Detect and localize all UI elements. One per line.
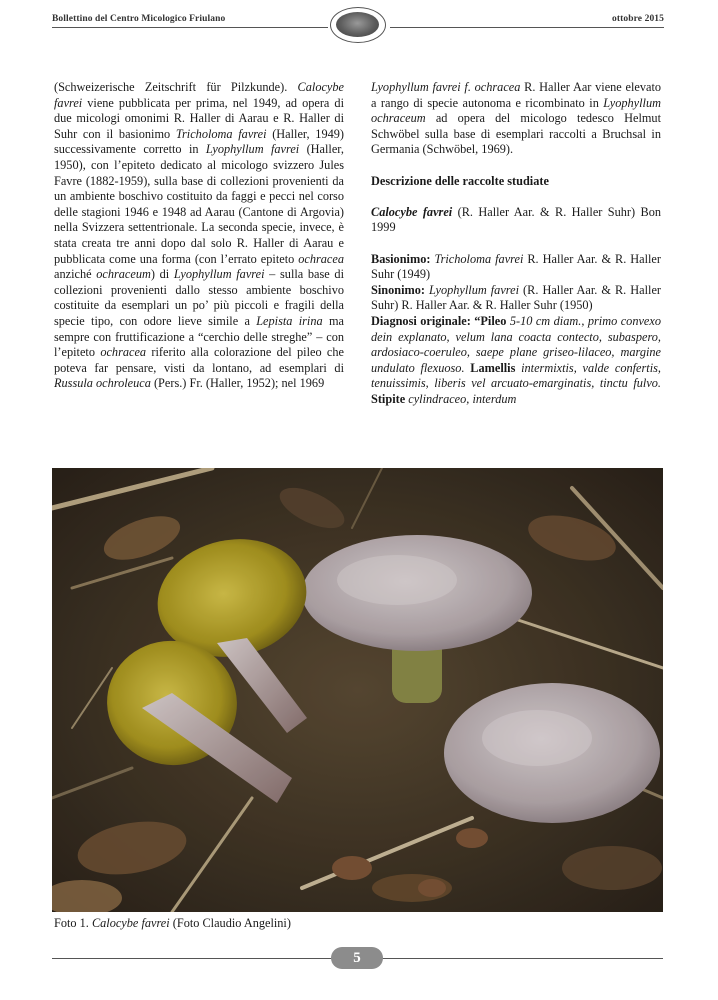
- synonym-line: [371, 283, 661, 314]
- text-run: Lyophyllum ochraceum: [371, 95, 661, 126]
- text-run: cylindraceo, interdum: [405, 391, 517, 406]
- text-run: – sulla base di collezioni provenienti dallo stesso ambiente boschivo costituite da esemplari un po’ più piccoli e fragili della specie tipo, con odore lieve simile a: [54, 267, 344, 328]
- page-number: 5: [331, 947, 383, 969]
- text-run: (Haller, 1950), con l’epiteto dedicato al micologo svizzero Jules Favre (1882-1959), sulla base di collezioni provenienti da un ambiente boschivo costituito da faggi e pecci nel corso delle stagioni 1946 e 1948 ad Aarau (Cantone di Argovia) nella Svizzera settentrionale. La seconda specie, invece, è stata creata tre anni dopo dal solo R. Haller di Aarau e pubblicata come una forma (con l’errato epiteto: [54, 142, 344, 266]
- header-rule-right: [390, 27, 664, 28]
- text-run: Lyophyllum favrei: [173, 267, 265, 282]
- text-run: Lepista irina: [256, 313, 323, 328]
- text-run: (Pers.) Fr. (Haller, 1952); nel 1969: [150, 376, 325, 391]
- species-name-line: [371, 205, 661, 236]
- caption-credit: (Foto Claudio Angelini): [169, 916, 291, 930]
- issue-date: ottobre 2015: [612, 14, 664, 24]
- text-run: Russula ochroleuca: [54, 376, 151, 391]
- text-run: Lyophyllum favrei: [205, 142, 300, 157]
- photo-caption: [54, 916, 291, 931]
- text-run: Basionimo:: [371, 251, 435, 266]
- caption-prefix: Foto 1.: [54, 916, 92, 930]
- text-run: ma sempre con fruttificazione a “cerchio delle streghe” – con l’epiteto: [54, 313, 344, 360]
- original-diagnosis: [371, 314, 661, 408]
- caption-species: Calocybe favrei: [91, 916, 170, 930]
- text-run: Diagnosi originale: “: [371, 313, 481, 328]
- body-paragraph: [371, 80, 661, 158]
- text-run: Stipite: [371, 391, 406, 406]
- text-run: riferito alla colorazione del pileo che poteva far pensare, visti da lontano, ad esemplari di: [54, 345, 344, 375]
- mushroom-photo: [52, 468, 663, 912]
- text-run: (R. Haller Aar. & R. Haller Suhr) Bon 1999: [371, 204, 662, 235]
- text-run: ) di: [150, 267, 174, 282]
- text-run: R. Haller Aar viene elevato a rango di specie autonoma e ricombinato in: [371, 80, 662, 110]
- basionym-line: [371, 252, 661, 283]
- text-run: intermixtis, valde confertis, tenuissimis, liberis vel arcuato-emarginatis, tinctu fulvo.: [371, 360, 661, 391]
- body-paragraph: [54, 80, 344, 392]
- text-run: ochraceum: [96, 267, 151, 282]
- text-run: Tricholoma favrei: [434, 251, 524, 266]
- text-run: 5-10 cm diam., primo convexo dein explanato, velum lana coacta contecto, subaspero, ardosiaco-coeruleo, saepe plane griseo-lilaceo, margine undulato flexuoso.: [371, 313, 661, 375]
- text-run: Lyophyllum favrei f. ochracea: [371, 80, 521, 94]
- journal-title: Bollettino del Centro Micologico Friulano: [52, 14, 226, 24]
- text-run: viene pubblicata per prima, nel 1949, ad opera di due micologi omonimi R. Haller di Aarau e R. Haller di Suhr con il basionimo: [54, 95, 344, 141]
- text-run: Calocybe favrei: [54, 80, 344, 110]
- article-column-left: [54, 80, 344, 392]
- text-run: Calocybe favrei: [371, 204, 453, 219]
- text-run: ochracea: [298, 251, 344, 266]
- text-run: ad opera del micologo tedesco Helmut Schwöbel sulla base di esemplari raccolti a Bruchsal in Germania (Schwöbel, 1969).: [371, 111, 661, 157]
- text-run: (Haller, 1949) successivamente corretto in: [54, 126, 344, 157]
- text-run: (Schweizerische Zeitschrift für Pilzkunde).: [54, 80, 298, 94]
- text-run: Lamellis: [470, 360, 516, 375]
- text-run: (R. Haller Aar. & R. Haller Suhr) R. Haller Aar. & R. Haller Suhr (1950): [371, 282, 662, 313]
- article-column-right: [371, 80, 661, 407]
- text-run: R. Haller Aar. & R. Haller Suhr (1949): [371, 251, 661, 282]
- header-rule-left: [52, 27, 328, 28]
- text-run: ochracea: [100, 345, 147, 360]
- section-heading: Descrizione delle raccolte studiate: [371, 173, 549, 188]
- text-run: anziché: [54, 267, 97, 282]
- text-run: Pileo: [480, 313, 507, 328]
- text-run: Sinonimo:: [371, 282, 430, 297]
- text-run: Lyophyllum favrei: [429, 282, 519, 297]
- text-run: Tricholoma favrei: [175, 126, 267, 141]
- mushroom-logo-icon: [330, 7, 386, 43]
